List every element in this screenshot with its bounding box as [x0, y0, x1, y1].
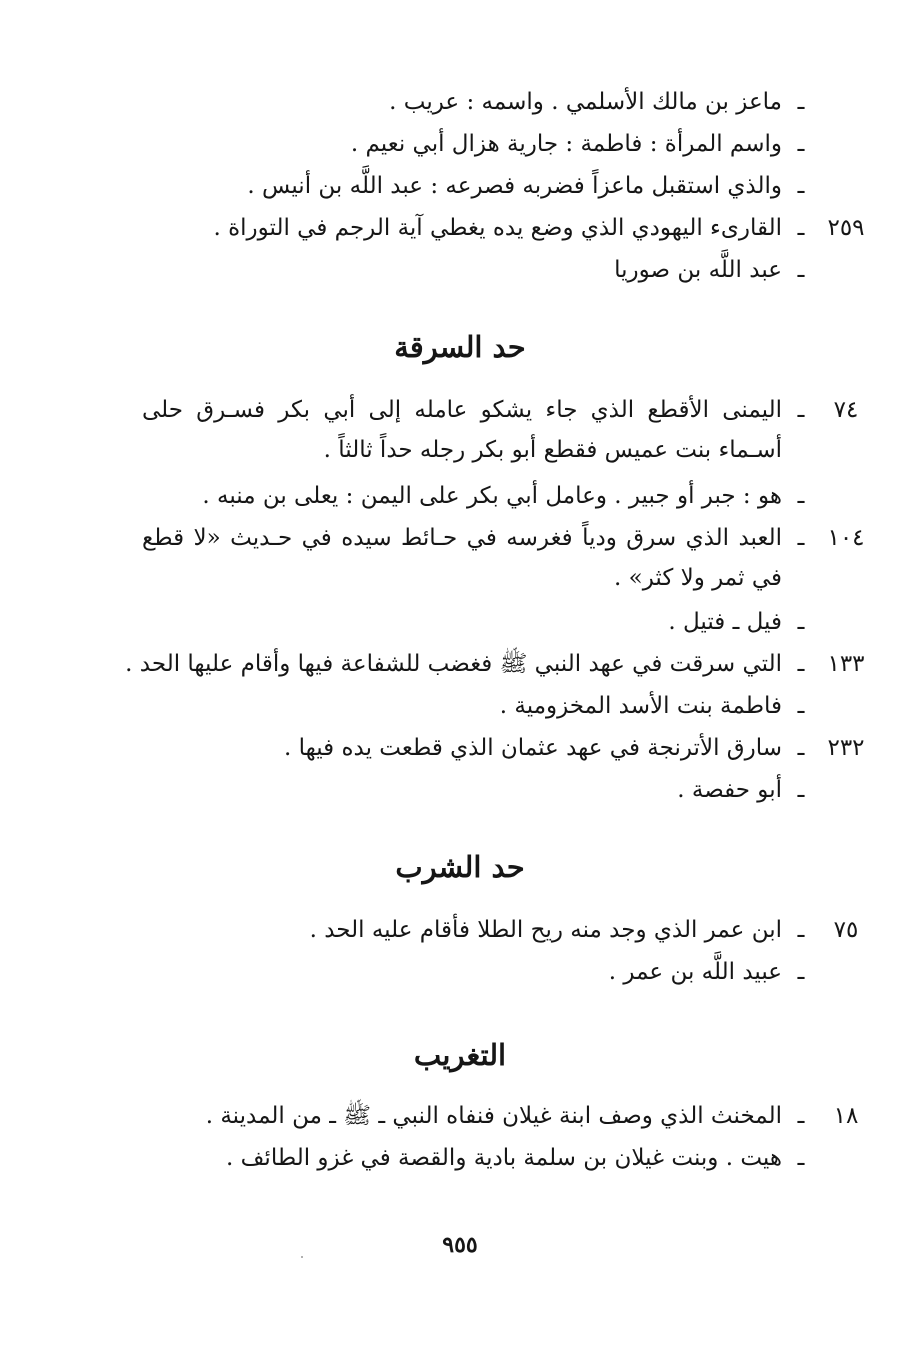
entry-number: ٢٣٢	[827, 735, 865, 761]
entry-text: القارىء اليهودي الذي وضع يده يغطي آية الرجم في التوراة .	[213, 215, 782, 241]
entry-text: والذي استقبل ماعزاً فضربه فصرعه : عبد اللَّه بن أنيس .	[247, 173, 782, 199]
entry-line	[142, 390, 859, 470]
entry-line	[142, 208, 865, 248]
entry-line	[142, 82, 805, 122]
entry-line	[142, 518, 865, 598]
entry-text: أبو حفصة .	[677, 777, 782, 803]
entry-dash: ـ	[797, 89, 805, 115]
entry-line	[142, 952, 805, 992]
entry-dash: ـ	[797, 693, 805, 719]
entry-text: واسم المرأة : فاطمة : جارية هزال أبي نعيم .	[350, 131, 782, 157]
entry-text: سارق الأترنجة في عهد عثمان الذي قطعت يده فيها .	[283, 735, 782, 761]
entry-line	[142, 166, 805, 206]
entry-dash: ـ	[797, 735, 805, 761]
entry-dash: ـ	[797, 215, 805, 241]
entry-dash: ـ	[797, 483, 805, 509]
entry-text: العبد الذي سرق ودياً فغرسه في حـائط سيده في حـديث «لا قطع في ثمر ولا كثر» .	[142, 525, 782, 591]
entry-line	[125, 644, 865, 684]
entry-dash: ـ	[797, 959, 805, 985]
entry-dash: ـ	[797, 173, 805, 199]
entry-text: اليمنى الأقطع الذي جاء يشكو عامله إلى أبي بكر فسـرق حلى أسـماء بنت عميس فقطع أبو بكر رجله حداً ثالثاً .	[142, 397, 782, 463]
entry-number: ١٠٤	[827, 525, 865, 551]
entry-dash: ـ	[797, 525, 805, 551]
scan-speck	[301, 1256, 303, 1258]
entry-text: ابن عمر الذي وجد منه ريح الطلا فأقام عليه الحد .	[309, 917, 782, 943]
entry-text: فاطمة بنت الأسد المخزومية .	[499, 693, 782, 719]
entry-line	[142, 1096, 859, 1136]
entry-line	[142, 124, 805, 164]
entry-text: هو : جبر أو جبير . وعامل أبي بكر على اليمن : يعلى بن منبه .	[202, 483, 782, 509]
entry-line	[142, 1138, 805, 1178]
section-heading-exile: التغريب	[413, 1038, 507, 1072]
section-heading-drinking: حد الشرب	[395, 850, 525, 884]
entry-dash: ـ	[797, 1103, 805, 1129]
entry-dash: ـ	[797, 609, 805, 635]
entry-text: المخنث الذي وصف ابنة غيلان فنفاه النبي ـ ﷺ ـ من المدينة .	[205, 1103, 782, 1129]
entry-line	[142, 602, 805, 642]
entry-text: فيل ـ فتيل .	[668, 609, 782, 635]
entry-text: التي سرقت في عهد النبي ﷺ فغضب للشفاعة فيها وأقام عليها الحد .	[125, 651, 782, 677]
entry-line	[142, 476, 805, 516]
entry-line	[142, 910, 859, 950]
entry-line	[142, 728, 865, 768]
entry-number: ١٣٣	[827, 651, 865, 677]
entry-text: عبد اللَّه بن صوريا	[614, 257, 782, 283]
entry-text: ماعز بن مالك الأسلمي . واسمه : عريب .	[389, 89, 782, 115]
entry-dash: ـ	[797, 777, 805, 803]
entry-number: ١٨	[833, 1103, 859, 1129]
entry-number: ٢٥٩	[827, 215, 865, 241]
entry-number: ٧٤	[833, 397, 859, 423]
entry-line	[142, 250, 805, 290]
entry-dash: ـ	[797, 131, 805, 157]
entry-dash: ـ	[797, 257, 805, 283]
entry-dash: ـ	[797, 1145, 805, 1171]
entry-dash: ـ	[797, 397, 805, 423]
entry-line	[142, 686, 805, 726]
section-heading-theft: حد السرقة	[394, 330, 526, 364]
entry-dash: ـ	[797, 651, 805, 677]
entry-dash: ـ	[797, 917, 805, 943]
entry-text: عبيد اللَّه بن عمر .	[608, 959, 782, 985]
entry-text: هيت . وبنت غيلان بن سلمة بادية والقصة في غزو الطائف .	[225, 1145, 782, 1171]
entry-line	[142, 770, 805, 810]
entry-number: ٧٥	[833, 917, 859, 943]
page-number: ٩٥٥	[442, 1232, 478, 1258]
